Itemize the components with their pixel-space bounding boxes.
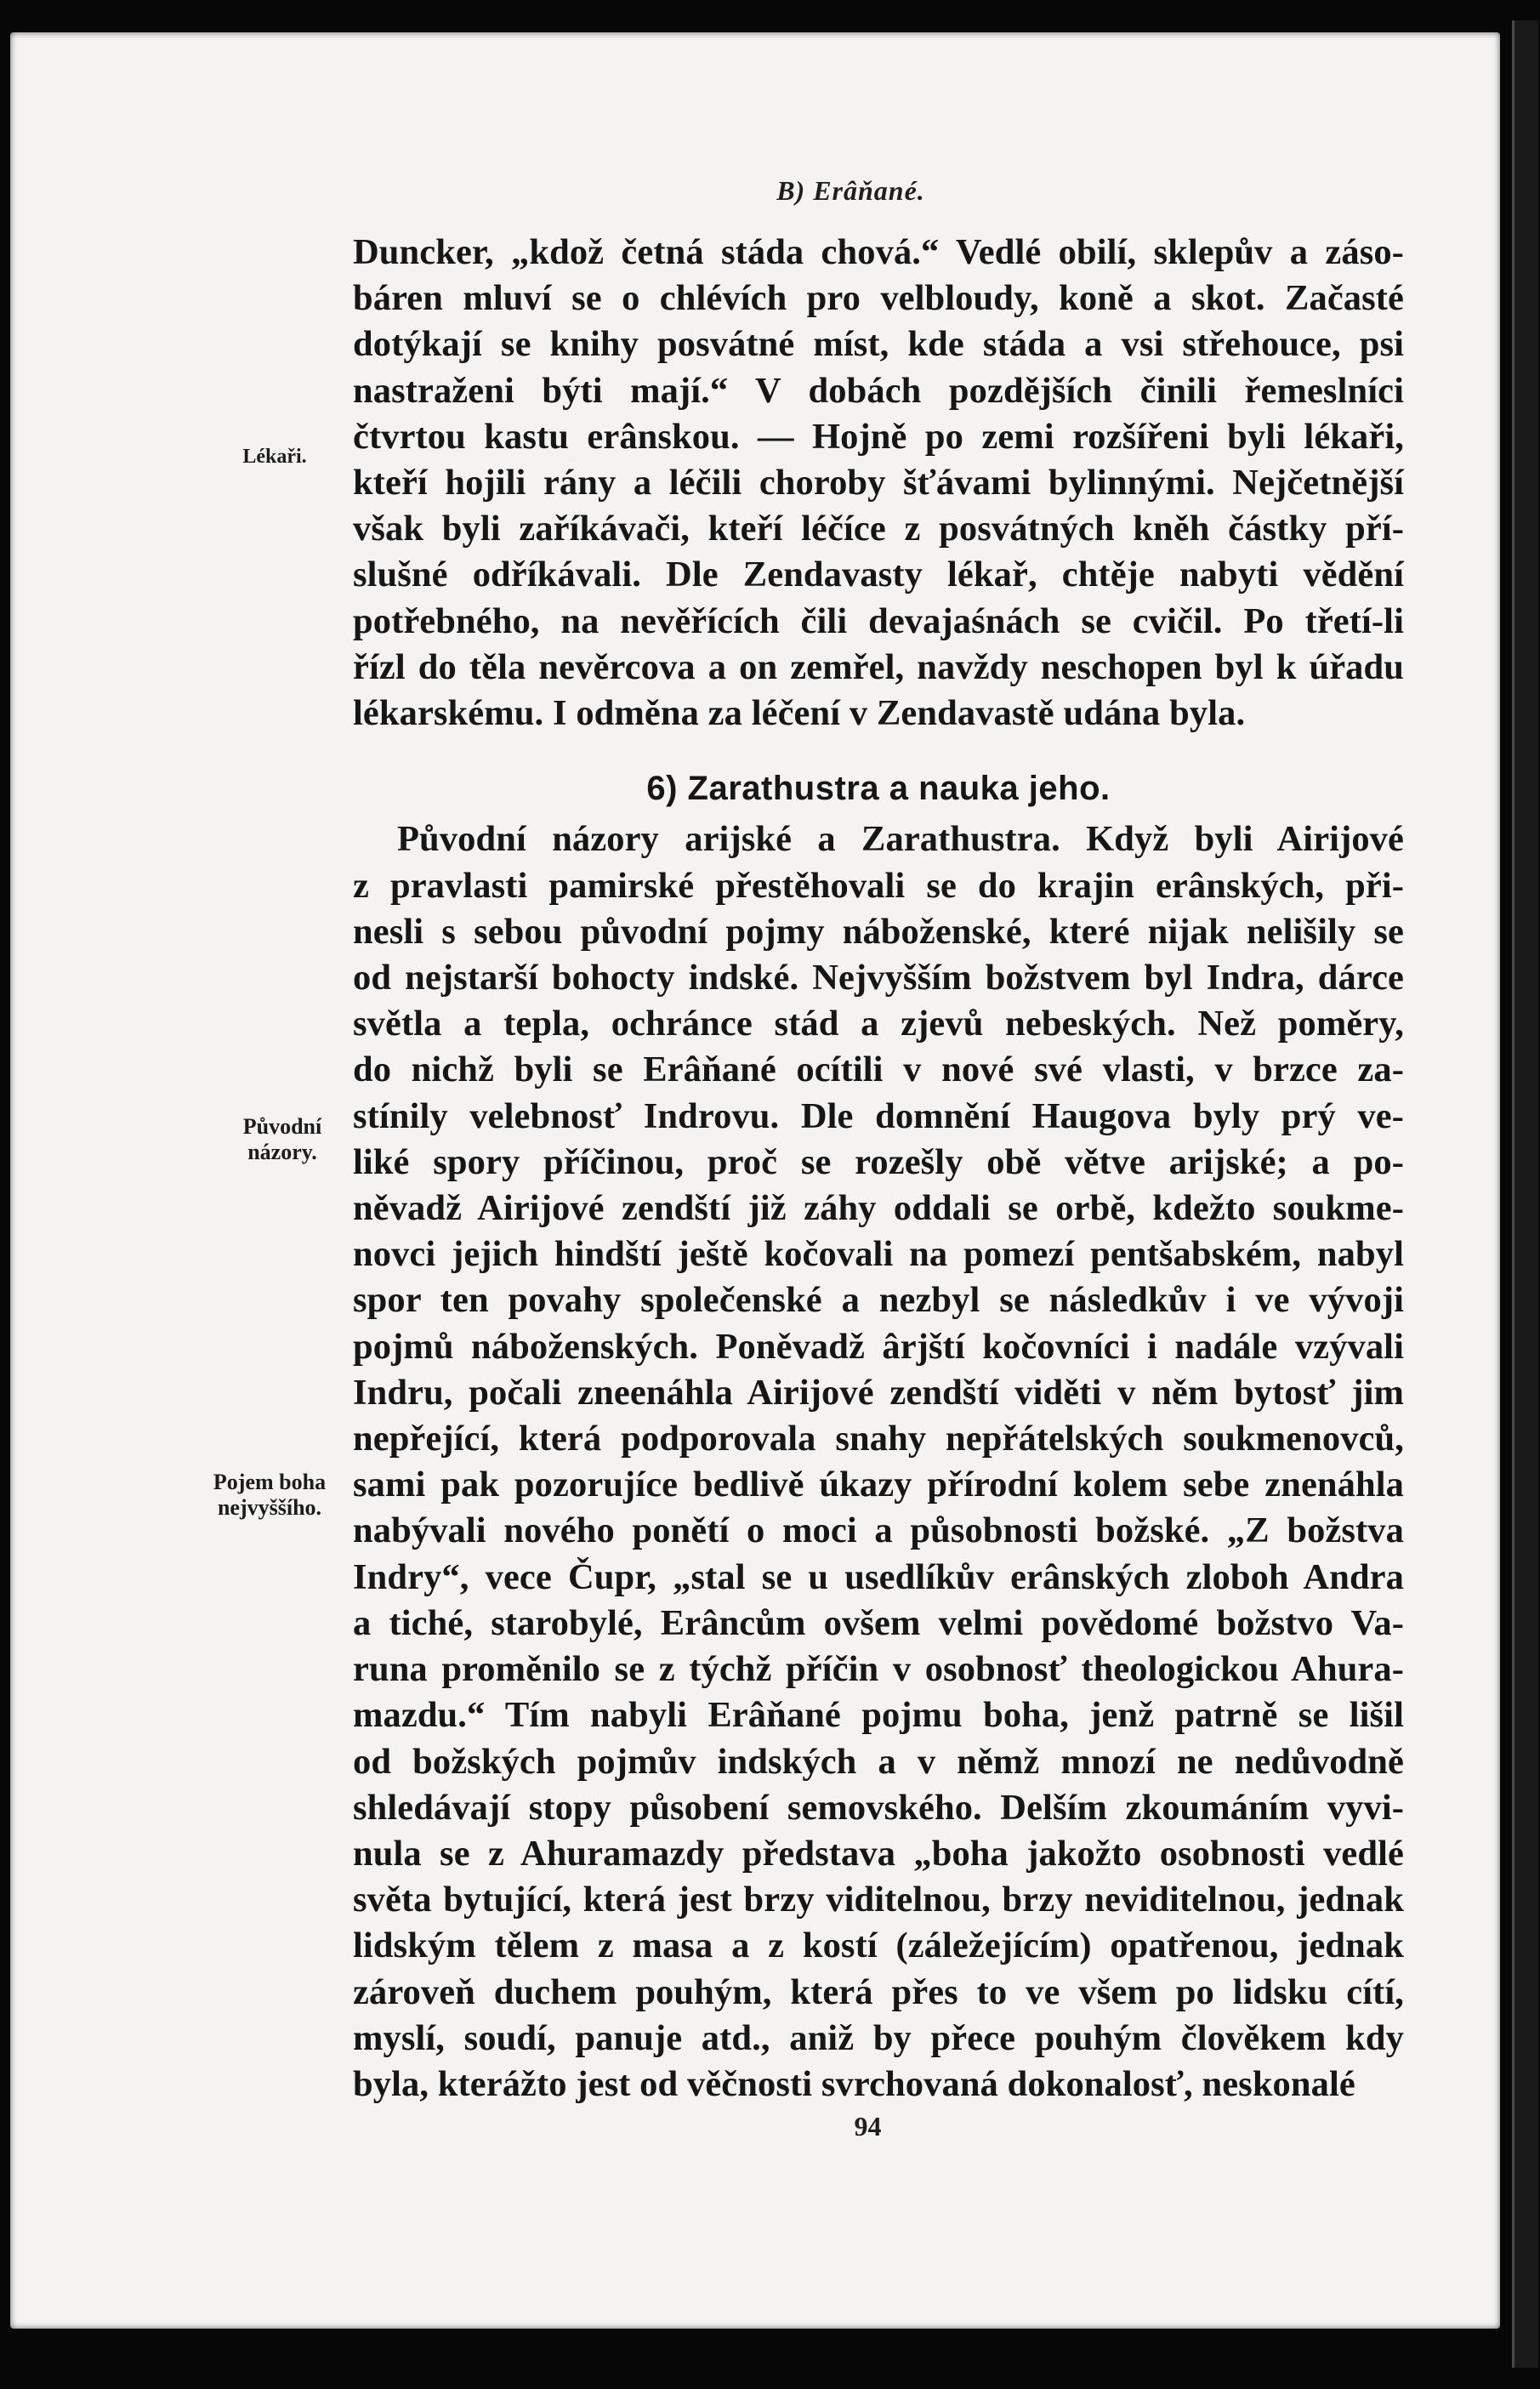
text-line: nesli s sebou původní pojmy náboženské, které nijak nelišily se xyxy=(353,911,1404,952)
adjacent-page-edge xyxy=(1512,20,1538,2368)
text-line: něvadž Airijové zendští již záhy oddali se orbě, kdežto soukme- xyxy=(353,1188,1404,1229)
text-line: Původní názory arijské a Zarathustra. Když byli Airijové xyxy=(397,819,1404,860)
paragraph-puvodni-nazory xyxy=(353,816,1404,2107)
margin-note-line: Pojem boha xyxy=(213,1470,327,1494)
text-line: a tiché, starobylé, Erâncům ovšem velmi povědomé božstvo Va- xyxy=(353,1602,1404,1643)
running-header: B) Erâňané. xyxy=(776,175,925,206)
page-number: 94 xyxy=(854,2111,882,2142)
section-heading: 6) Zarathustra a nauka jeho. xyxy=(646,770,1111,808)
body-text xyxy=(353,230,1404,2107)
text-line: nepřející, která podporovala snahy nepřátelských soukmenovců, xyxy=(353,1419,1404,1459)
margin-note-line: Původní xyxy=(242,1114,322,1139)
text-line: mazdu.“ Tím nabyli Erâňané pojmu boha, jenž patrně se lišil xyxy=(353,1695,1404,1736)
text-line: myslí, soudí, panuje atd., aniž by přece pouhým člověkem kdy xyxy=(353,2017,1404,2058)
text-line: dotýkají se knihy posvátné míst, kde stáda a vsi střehouce, psi xyxy=(353,324,1404,365)
text-line: potřebného, na nevěřících čili devajaśnách se cvičil. Po třetí-li xyxy=(353,600,1404,641)
paragraph-lekari xyxy=(353,230,1404,737)
text-line: pojmů náboženských. Poněvadž ârjští kočovníci i nadále vzývali xyxy=(353,1326,1404,1367)
text-line: spor ten povahy společenské a nezbyl se následkův i ve vývoji xyxy=(353,1280,1404,1321)
text-line: čtvrtou kastu erânskou. — Hojně po zemi rozšířeni byli lékaři, xyxy=(353,416,1404,457)
text-line: liké spory příčinou, proč se rozešly obě větve arijské; a po- xyxy=(353,1141,1404,1182)
text-line: sami pak pozorujíce bedlivě úkazy přírodní kolem sebe znenáhla xyxy=(353,1465,1404,1505)
text-line: stínily velebnosť Indrovu. Dle domnění Haugova byly prý ve- xyxy=(353,1095,1404,1136)
text-line: nabývali nového ponětí o moci a působnosti božské. „Z božstva xyxy=(353,1510,1404,1551)
text-line: od božských pojmův indských a v němž mnozí ne nedůvodně xyxy=(353,1741,1404,1782)
text-line: kteří hojili rány a léčili choroby šťávami bylinnými. Nejčetnější xyxy=(353,463,1404,503)
text-line: lékarskému. I odměna za léčení v Zendavastě udána byla. xyxy=(353,693,1246,734)
text-line: Indru, počali zneenáhla Airijové zendští viděti v něm bytosť jim xyxy=(353,1372,1404,1413)
text-line: Indry“, vece Čupr, „stal se u usedlíkův erânských zloboh Andra xyxy=(353,1556,1404,1597)
text-line: runa proměnilo se z týchž příčin v osobnosť theologickou Ahura- xyxy=(353,1649,1404,1690)
text-line: do nichž byli se Erâňané ocítili v nové své vlasti, v brzce za- xyxy=(353,1049,1404,1090)
text-line: shledávají stopy působení semovského. Delším zkoumáním vyvi- xyxy=(353,1787,1404,1828)
margin-note-line: nejvyššího. xyxy=(217,1495,322,1520)
text-line: nastraženi býti mají.“ V dobách pozdějších činili řemeslníci xyxy=(353,370,1404,411)
text-line: slušné odříkávali. Dle Zendavasty lékař, chtěje nabyti vědění xyxy=(353,555,1404,595)
text-line: lidským tělem z masa a z kostí (záležejícím) opatřenou, jednak xyxy=(353,1925,1404,1966)
margin-note-pojem-boha xyxy=(197,1470,342,1521)
text-line: světla a tepla, ochránce stád a zjevů nebeských. Než poměry, xyxy=(353,1004,1404,1044)
text-line: však byli zaříkávači, kteří léčíce z posvátných kněh částky pří- xyxy=(353,509,1404,549)
text-line: nula se z Ahuramazdy představa „boha jakožto osobnosti vedlé xyxy=(353,1833,1404,1874)
text-line: světa bytující, která jest brzy viditelnou, brzy neviditelnou, jednak xyxy=(353,1880,1404,1920)
text-line: od nejstarší bohocty indské. Nejvyšším božstvem byl Indra, dárce xyxy=(353,958,1404,998)
margin-note-line: názory. xyxy=(247,1140,317,1164)
margin-note-lekari: Lékaři. xyxy=(242,446,307,468)
text-line: Duncker, „kdož četná stáda chová.“ Vedlé obilí, sklepův a záso- xyxy=(353,232,1404,272)
text-line: báren mluví se o chlévích pro velbloudy, koně a skot. Začasté xyxy=(353,278,1404,319)
text-line: řízl do těla nevěrcova a on zemřel, navždy neschopen byl k úřadu xyxy=(353,646,1404,687)
margin-note-puvodni-nazory xyxy=(228,1114,337,1165)
text-line: byla, kterážto jest od věčnosti svrchovaná dokonalosť, neskonalé xyxy=(353,2063,1355,2104)
text-line: zároveň duchem pouhým, která přes to ve všem po lidsku cítí, xyxy=(353,1971,1404,2012)
text-line: novci jejich hindští ještě kočovali na pomezí pentšabském, nabyl xyxy=(353,1234,1404,1275)
text-line: z pravlasti pamirské přestěhovali se do krajin erânských, při- xyxy=(353,865,1404,906)
